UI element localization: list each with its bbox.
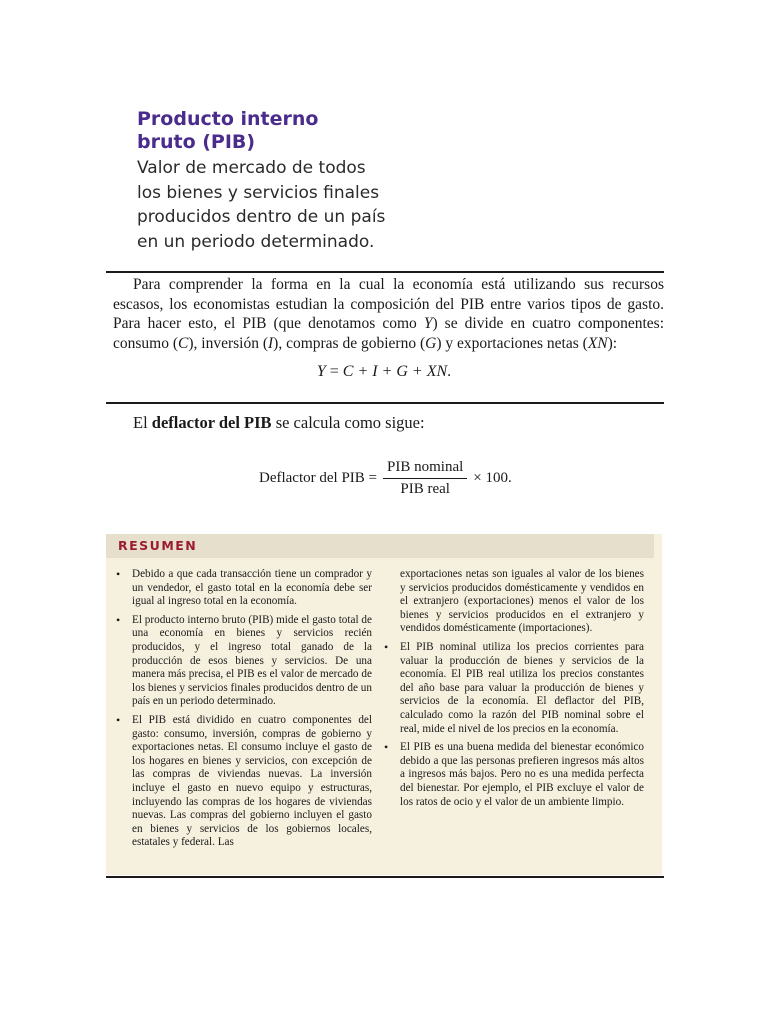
gdp-identity-equation: Y = C + I + G + XN. [316,363,452,380]
fraction-denominator: PIB real [400,480,450,497]
definition-text-line: los bienes y servicios finales [137,182,380,203]
gdp-definition-box [137,108,467,254]
deflator-formula [259,457,512,499]
formula-rhs: × 100. [473,469,512,486]
summary-box [106,534,662,875]
fraction-numerator: PIB nominal [383,459,467,479]
divider-rule [106,271,664,273]
divider-rule [106,402,664,404]
definition-text [137,156,467,254]
formula-lhs: Deflactor del PIB = [259,469,378,486]
deflator-intro: El deflactor del PIB se calcula como sigue: [133,413,425,432]
definition-text-line: Valor de mercado de todos [137,158,366,178]
definition-term-line: bruto (PIB) [137,131,256,153]
summary-heading: RESUMEN [106,534,654,558]
definition-text-line: producidos dentro de un país [137,207,386,227]
summary-continued-text: exportaciones netas son iguales al valor de los bienes y servicios producidos domésticamente y vendidos en el extranjero (exportaciones) menos el valor de los bienes y servicios producidos en el extranjero y vendidos domésticamente (importaciones). [400,568,644,635]
divider-rule [106,876,664,878]
definition-term [137,108,467,154]
summary-bullet: • El producto interno bruto (PIB) mide el gasto total de una economía en bienes y servicios recién producidos, y el ingreso total ganado de la producción de esos bienes y servicios. De una manera más precisa, el PIB es el valor de mercado de los bienes y servicios finales producidos dentro de un país en un periodo determinado. [114,614,372,709]
definition-text-line: en un periodo determinado. [137,231,375,252]
summary-bullet: • Debido a que cada transacción tiene un comprador y un vendedor, el gasto total en la economía debe ser igual al ingreso total en la economía. [114,568,372,609]
summary-left-column [114,568,372,855]
summary-right-column [382,568,644,814]
gdp-components-paragraph: Para comprender la forma en la cual la economía está utilizando sus recursos escasos, los economistas estudian la composición del PIB entre varios tipos de gasto. Para hacer esto, el PIB (que denotamos como Y) se divide en cuatro componentes: consumo (C), inversión (I), compras de gobierno (G) y exportaciones netas (XN): [113,276,664,352]
summary-bullet: • El PIB está dividido en cuatro componentes del gasto: consumo, inversión, compras de gobierno y exportaciones netas. El consumo incluye el gasto de los hogares en bienes y servicios, con excepción de las compras de viviendas nuevas. La inversión incluye el gasto en nuevo equipo y estructuras, incluyendo las compras de los hogares de viviendas nuevas. Las compras del gobierno incluyen el gasto en bienes y servicios de los gobiernos locales, estatales y federal. Las [114,714,372,850]
summary-bullet: • El PIB es una buena medida del bienestar económico debido a que las personas prefieren ingresos más altos a ingresos más bajos. Pero no es una medida perfecta del bienestar. Por ejemplo, el PIB excluye el valor de los ratos de ocio y el valor de un ambiente limpio. [382,741,644,809]
summary-bullet: • El PIB nominal utiliza los precios corrientes para valuar la producción de bienes y servicios de la economía. El PIB real utiliza los precios constantes del año base para valuar la producción de bienes y servicios de la economía. El deflactor del PIB, calculado como la razón del PIB nominal sobre el real, mide el nivel de los precios en la economía. [382,641,644,736]
formula-fraction [383,459,467,498]
definition-term-line: Producto interno [137,108,319,130]
